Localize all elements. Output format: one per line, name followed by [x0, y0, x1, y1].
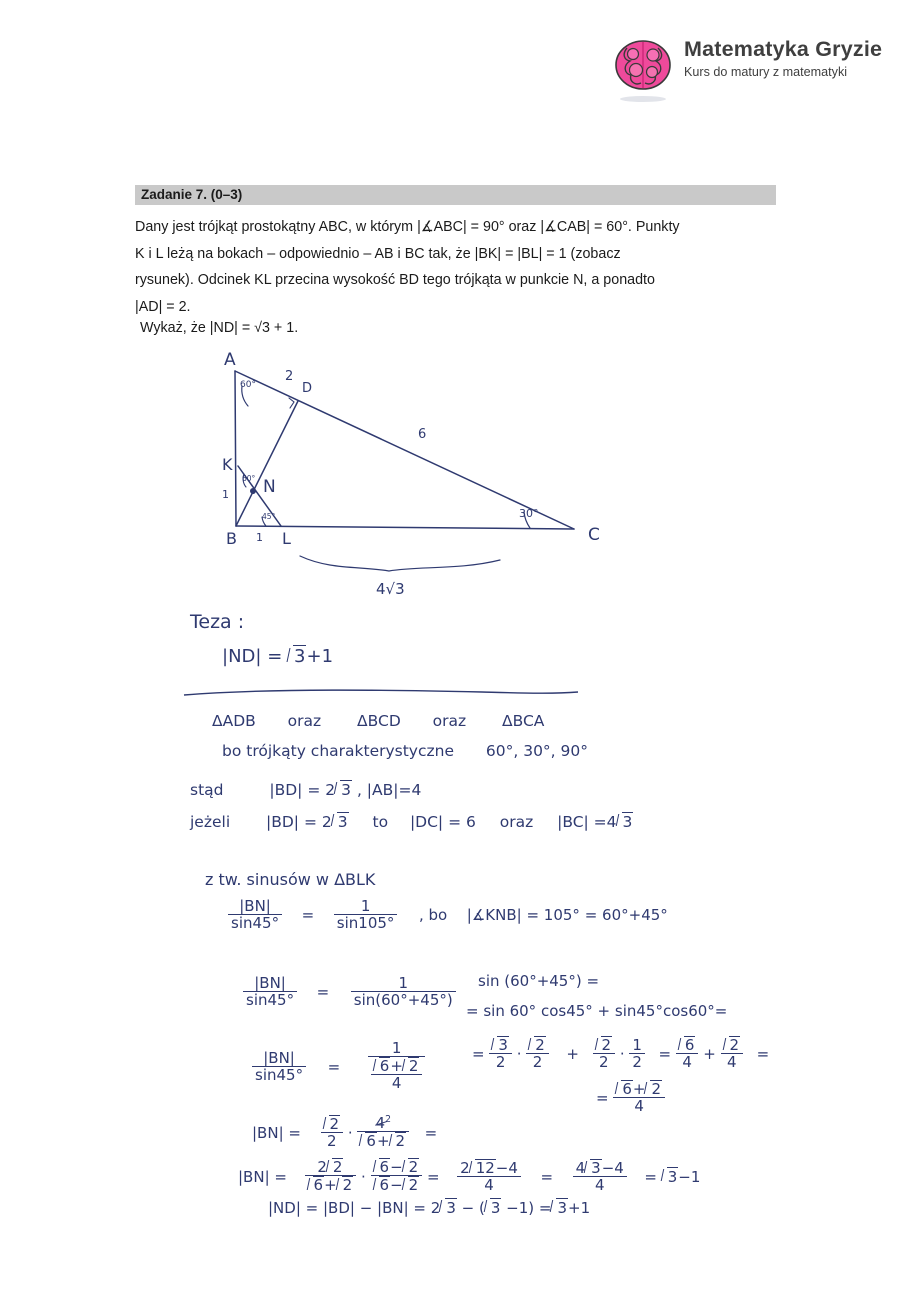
- eq5-dot: ·: [360, 1167, 366, 1186]
- eq1-reason: |∡KNB| = 105° = 60°+45°: [466, 905, 668, 924]
- jezeli-bd-radical: 3: [332, 812, 349, 831]
- equation-6-final: [268, 1198, 590, 1217]
- eq2-equals: =: [316, 982, 330, 1001]
- eq3-equals: =: [327, 1057, 341, 1076]
- triangle-figure: [0, 0, 915, 620]
- eq5-fraction-1: $\frac{2 2}{6+ 2}$: [305, 1158, 357, 1193]
- l3-eq-2: =: [658, 1044, 672, 1063]
- jezeli-bd-lhs: |BD| =: [266, 813, 317, 831]
- logo-title: Matematyka Gryzie: [684, 37, 883, 61]
- eq1-left-fraction: $\frac{|BN|}{\sin 45^\circ}$: [228, 898, 282, 931]
- equation-1: [228, 898, 668, 931]
- eq6-radical-1: 3: [440, 1198, 457, 1217]
- jezeli-bc-lhs: |BC| =4: [557, 813, 617, 831]
- equation-2: [243, 975, 456, 1008]
- l3-eq: =: [472, 1044, 485, 1063]
- l3-plus-1: +: [566, 1044, 579, 1063]
- eq5-lhs: |BN| =: [238, 1167, 287, 1186]
- teza-eq: =: [267, 646, 283, 667]
- eq4-dot: ·: [347, 1123, 353, 1142]
- l3-eq-3: =: [756, 1044, 770, 1063]
- figure-angle-C: 30°: [519, 507, 539, 520]
- equation-3: [252, 1040, 425, 1092]
- eq4-lhs: |BN| =: [252, 1123, 301, 1142]
- task-number-label: Zadanie 7. (0–3): [141, 187, 243, 202]
- eq5-fraction-3: $\frac{2 12-4}{4}$: [457, 1159, 521, 1193]
- eq3-left-fraction: $\frac{|BN|}{\sin 45^\circ}$: [252, 1050, 306, 1083]
- figure-angle-A: 60°: [240, 380, 256, 390]
- eq5-fraction-4: $\frac{4 3-4}{4}$: [573, 1159, 627, 1193]
- l3-dot-1: ·: [516, 1044, 522, 1063]
- sin-expand-line-3: [472, 1036, 769, 1070]
- l3-dot-2: ·: [619, 1044, 625, 1063]
- eq5-equals-3: =: [644, 1167, 657, 1186]
- equation-5: [238, 1158, 700, 1193]
- statement-line-1: Dany jest trójkąt prostokątny ABC, w którym |∡ABC| = 90° oraz |∡CAB| = 60°. Punkty: [135, 219, 680, 235]
- stad-bd-lhs: |BD| =: [269, 781, 321, 799]
- stad-word: stąd: [190, 781, 224, 799]
- line-jezeli: [190, 812, 633, 831]
- eq6-end: +1: [568, 1199, 591, 1217]
- eq5-result-radical: 3: [662, 1167, 679, 1186]
- l3-fraction-6: $\frac{2}{4}$: [721, 1036, 744, 1070]
- figure-len-AD: 2: [285, 369, 294, 384]
- sin-expand-line-2: = sin 60° cos45° + sin45°cos60°=: [466, 1002, 728, 1020]
- jezeli-dc: |DC| = 6: [409, 813, 476, 831]
- eq5-equals-1: =: [427, 1167, 440, 1186]
- eq6-tail: −1) =: [506, 1199, 552, 1217]
- jezeli-bc-radical: 3: [617, 812, 634, 831]
- l3-fraction-4: $\frac{1}{2}$: [629, 1037, 645, 1070]
- reason-text: bo trójkąty charakterystyczne: [222, 742, 454, 760]
- eq4-fraction-2: $\frac{4^2}{6+ 2}$: [357, 1115, 409, 1149]
- teza-lhs: |ND|: [222, 646, 262, 667]
- eq6-mid: − (: [461, 1199, 485, 1217]
- eq1-equals: =: [301, 905, 315, 924]
- equation-4: [252, 1115, 437, 1149]
- teza-radical: 3: [288, 645, 306, 667]
- eq4-tail: =: [424, 1123, 438, 1142]
- eq6-lhs: |ND| = |BD| − |BN| = 2: [268, 1199, 441, 1217]
- teza-divider: [182, 686, 582, 700]
- sine-rule-header: z tw. sinusów w ΔBLK: [205, 870, 376, 889]
- eq5-equals-2: =: [540, 1167, 554, 1186]
- l3-plus-2: +: [703, 1044, 716, 1063]
- jezeli-word: jeżeli: [190, 813, 231, 831]
- figure-len-BK: 1: [222, 488, 229, 501]
- line-reason: [222, 742, 588, 760]
- figure-angle-L: 45°: [262, 512, 276, 521]
- eq2-left-fraction: $\frac{|BN|}{\sin 45^\circ}$: [243, 975, 297, 1008]
- jezeli-to: to: [372, 813, 389, 831]
- line-stad: [190, 780, 421, 799]
- brace-coef: 4√3: [376, 580, 405, 598]
- stad-ab: , |AB|=4: [356, 781, 422, 799]
- figure-label-N: N: [263, 477, 276, 497]
- triangle-2: ΔBCD: [357, 712, 401, 730]
- l3-fraction-2: $\frac{2}{2}$: [526, 1036, 549, 1070]
- figure-len-BL: 1: [256, 531, 263, 544]
- l4-result-fraction: $\frac{6+ 2}{4}$: [613, 1080, 665, 1114]
- figure-label-B: B: [226, 529, 237, 548]
- figure-brace-label: [376, 580, 405, 598]
- figure-label-D: D: [302, 381, 313, 396]
- stad-bd-radical: 3: [335, 780, 352, 799]
- statement-line-2: K i L leżą na bokach – odpowiednio – AB i BC tak, że |BK| = |BL| = 1 (zobacz: [135, 245, 621, 262]
- jezeli-oraz: oraz: [499, 813, 534, 831]
- reason-angles: 60°, 30°, 90°: [485, 742, 589, 760]
- eq5-result-tail: −1: [678, 1167, 701, 1186]
- teza-label: Teza :: [190, 611, 245, 633]
- eq6-radical-2: 3: [485, 1198, 502, 1217]
- stad-bd-coef: 2: [325, 781, 336, 799]
- statement-line-4: |AD| = 2.: [135, 298, 191, 315]
- figure-label-C: C: [588, 525, 600, 545]
- eq3-right-fraction: $\frac{1}{\frac{6+ 2}{4}}$: [368, 1040, 426, 1092]
- figure-label-K: K: [222, 455, 233, 474]
- oraz-2: oraz: [432, 712, 467, 730]
- l4-eq: =: [596, 1088, 609, 1107]
- eq1-right-fraction: $\frac{1}{\sin 105^\circ}$: [334, 898, 398, 931]
- l3-fraction-5: $\frac{6}{4}$: [676, 1036, 699, 1070]
- figure-label-L: L: [282, 529, 291, 548]
- eq4-cancelled-4: 4: [375, 1114, 386, 1132]
- figure-angle-K: 60°: [242, 474, 256, 483]
- sin-expand-line-4: [596, 1080, 665, 1114]
- logo-subtitle: Kurs do matury z matematyki: [684, 64, 848, 79]
- task-claim: Wykaż, że |ND| = √3 + 1.: [140, 320, 299, 336]
- eq3-inner-fraction: $\frac{6+ 2}{4}$: [368, 1056, 426, 1091]
- eq1-comma: ,: [418, 905, 424, 924]
- teza-tail: +1: [306, 646, 334, 667]
- oraz-1: oraz: [287, 712, 322, 730]
- jezeli-bd-coef: 2: [321, 813, 332, 831]
- triangle-1: ΔADB: [212, 712, 256, 730]
- l3-fraction-1: $\frac{3}{2}$: [489, 1036, 512, 1070]
- eq6-radical-3: 3: [551, 1198, 568, 1217]
- eq1-bo: bo: [428, 905, 448, 924]
- point-N-dot: [250, 488, 256, 494]
- triangle-3: ΔBCA: [502, 712, 545, 730]
- teza-equation: [222, 645, 333, 667]
- eq2-right-fraction: $\frac{1}{\sin(60^\circ+45^\circ)}$: [351, 975, 456, 1008]
- eq4-fraction-1: $\frac{2}{2}$: [321, 1115, 344, 1149]
- figure-len-DC: 6: [418, 427, 427, 442]
- l3-fraction-3: $\frac{2}{2}$: [593, 1036, 616, 1070]
- line-triangles: [212, 712, 544, 730]
- eq4-superscript-2: 2: [385, 1114, 391, 1125]
- statement-line-3: rysunek). Odcinek KL przecina wysokość BD tego trójkąta w punkcie N, a ponadto: [135, 272, 655, 288]
- sin-expand-line-1: sin (60°+45°) =: [478, 972, 600, 990]
- eq5-fraction-2: $\frac{6- 2}{6- 2}$: [371, 1158, 423, 1193]
- figure-label-A: A: [224, 350, 236, 370]
